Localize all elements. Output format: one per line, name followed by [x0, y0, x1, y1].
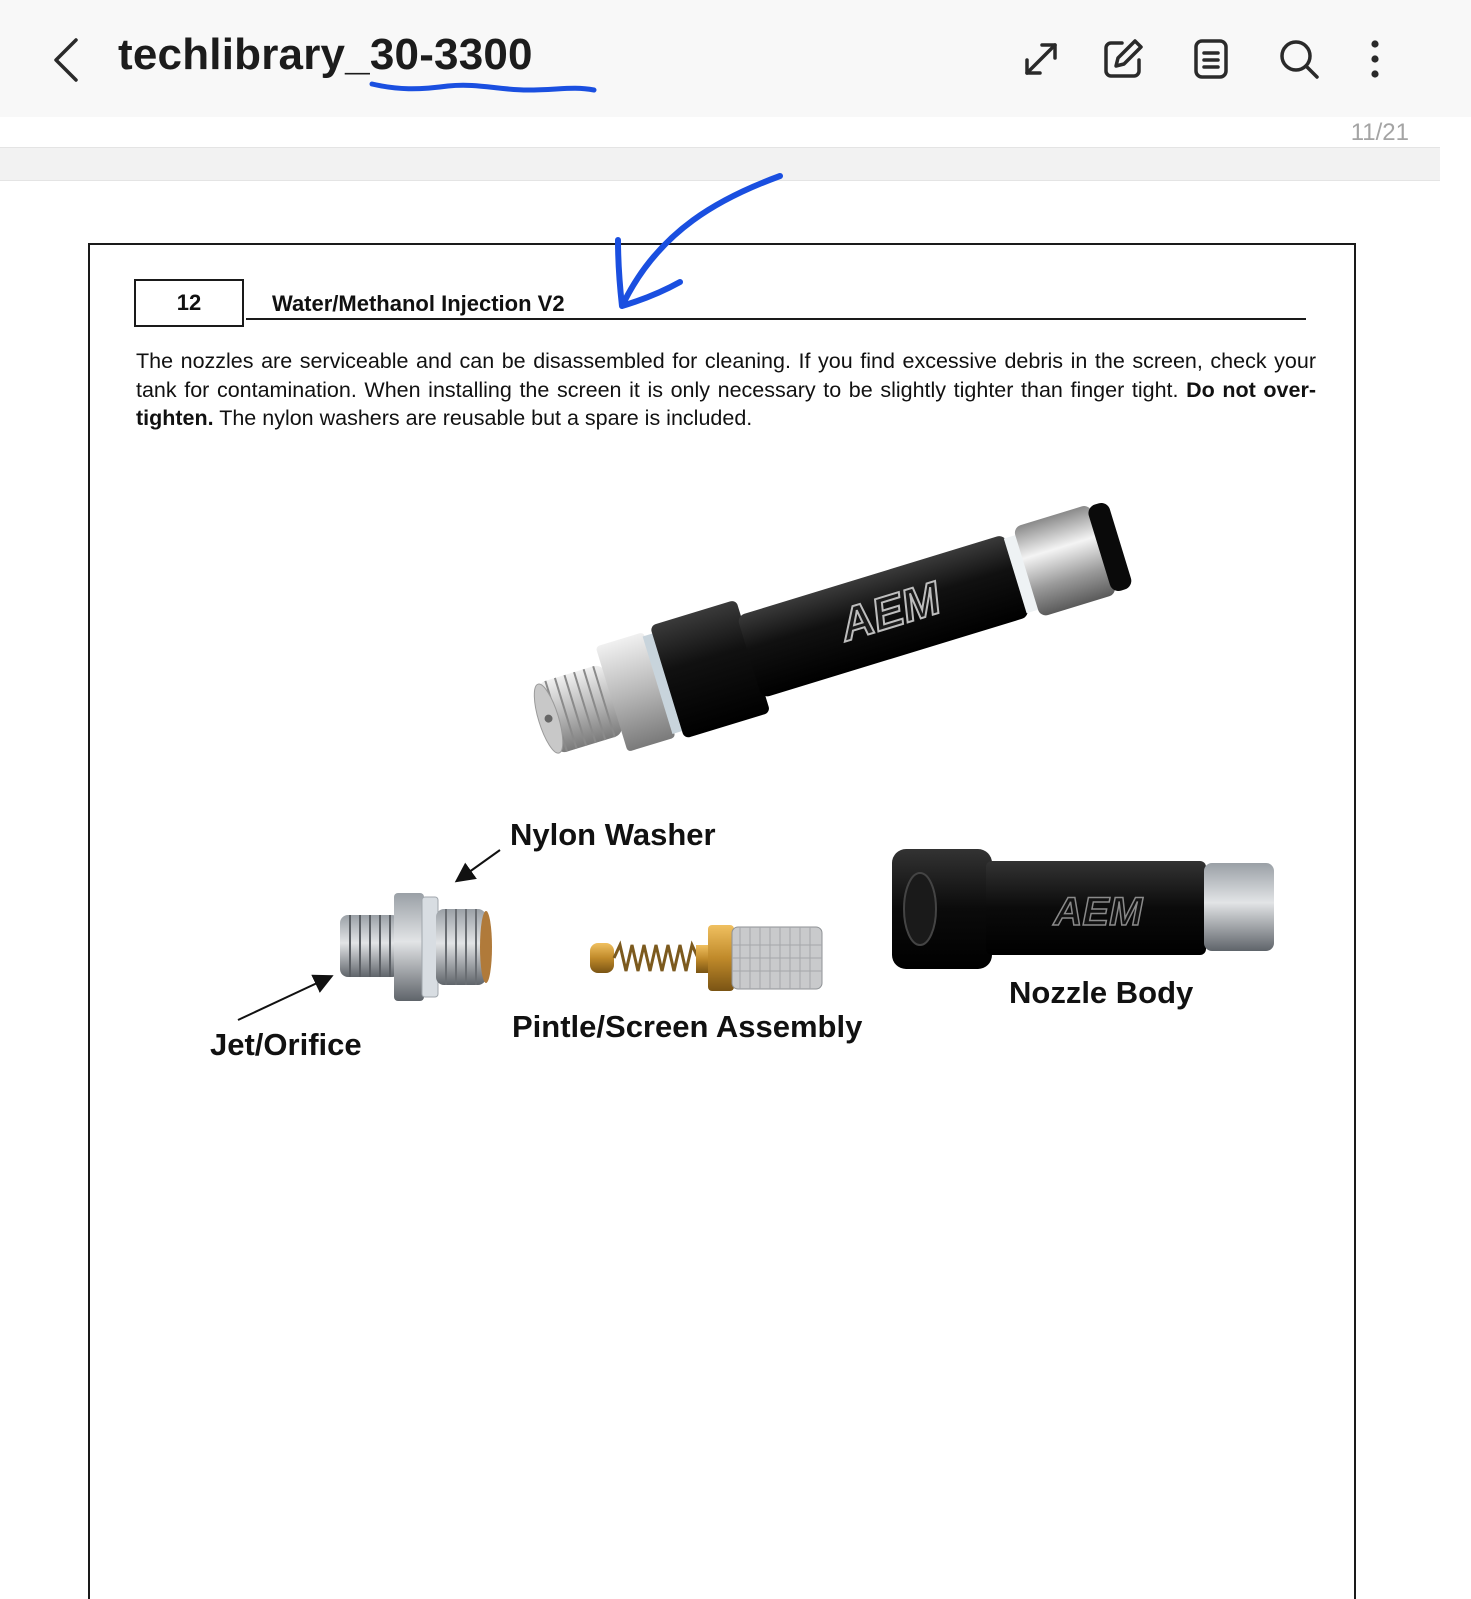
aem-logo: AEM — [833, 571, 947, 651]
pen-arrow-annotation — [600, 170, 800, 320]
fullscreen-button[interactable] — [1018, 36, 1064, 82]
edit-button[interactable] — [1100, 36, 1146, 82]
back-button[interactable] — [44, 34, 92, 86]
search-button[interactable] — [1276, 36, 1322, 82]
paragraph-bold-warning: Do not over-tighten. — [136, 377, 1316, 430]
pen-underline-annotation — [368, 76, 600, 98]
body-paragraph — [136, 347, 1316, 433]
expand-icon — [1018, 36, 1064, 82]
pintle-screen-label: Pintle/Screen Assembly — [512, 1009, 863, 1044]
top-app-bar — [0, 0, 1471, 117]
nozzle-body-label: Nozzle Body — [1009, 975, 1194, 1010]
section-title: Water/Methanol Injection V2 — [272, 291, 565, 316]
pdf-page — [88, 243, 1356, 1599]
nylon-washer-label: Nylon Washer — [510, 817, 716, 852]
edit-pen-icon — [1100, 36, 1146, 82]
assembled-nozzle-image — [510, 485, 1150, 755]
search-icon — [1276, 36, 1322, 82]
section-number: 12 — [134, 279, 244, 327]
page-counter: 11/21 — [1350, 119, 1409, 146]
outline-button[interactable] — [1188, 36, 1234, 82]
paragraph-text-1: The nozzles are serviceable and can be disassembled for cleaning. If you find excessive debris in the screen, check your tank for contamination. When installing the screen it is only necessary to be slightly tighter than finger tight. — [136, 349, 1316, 402]
paragraph-text-2: The nylon washers are reusable but a spare is included. — [219, 406, 753, 430]
aem-logo-small: AEM — [1053, 890, 1143, 934]
more-options-button[interactable] — [1352, 36, 1398, 82]
jet-orifice-label: Jet/Orifice — [210, 1027, 362, 1062]
document-list-icon — [1188, 36, 1234, 82]
document-title: techlibrary_30-3300 — [118, 30, 533, 79]
back-chevron-icon — [44, 34, 92, 86]
more-vertical-icon — [1352, 36, 1398, 82]
scrollbar-track[interactable] — [1440, 147, 1471, 1599]
page-counter-strip — [0, 117, 1471, 147]
